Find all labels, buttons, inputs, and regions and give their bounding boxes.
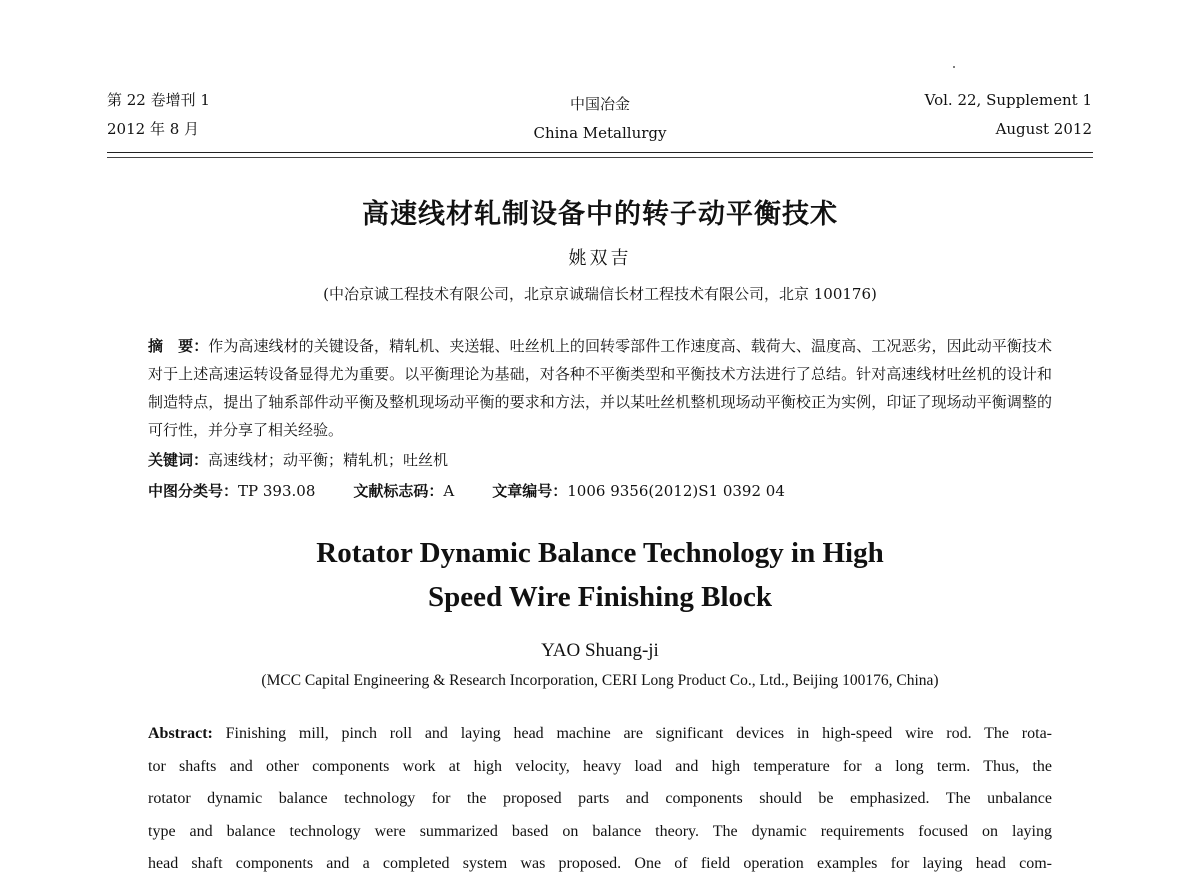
clc-value: TP 393.08 [238, 482, 316, 500]
keywords-cn-label: 关键词： [148, 451, 209, 469]
article-no-label: 文章编号： [492, 482, 568, 500]
journal-name-en: China Metallurgy [533, 124, 667, 142]
classification-line [148, 480, 785, 501]
article-no-value: 1006 9356(2012)S1 0392 04 [567, 482, 785, 500]
title-en-line1: Rotator Dynamic Balance Technology in High [316, 537, 884, 569]
title-en [0, 531, 1200, 619]
abstract-en-label: Abstract: [148, 725, 213, 742]
abstract-en [148, 718, 1052, 881]
affiliation-en: (MCC Capital Engineering & Research Incorporation, CERI Long Product Co., Ltd., Beijing 100176, China) [261, 672, 939, 689]
journal-name-cn: 中国冶金 [569, 95, 630, 113]
header-rule-thick [107, 152, 1093, 153]
abstract-en-line: rotator dynamic balance technology for the proposed parts and components should be emphasized. The unbalance [148, 790, 1052, 807]
author-en: YAO Shuang-ji [541, 640, 659, 661]
keywords-cn [148, 449, 448, 470]
issue-date-en: August 2012 [995, 120, 1092, 138]
abstract-cn-text: 作为高速线材的关键设备，精轧机、夹送辊、吐丝机上的回转零部件工作速度高、载荷大、温度高、工况恶劣，因此动平衡技术对于上述高速运转设备显得尤为重要。以平衡理论为基础，对各种不平衡类型和平衡技术方法进行了总结。针对高速线材吐丝机的设计和制造特点，提出了轴系部件动平衡及整机现场动平衡的要求和方法，并以某吐丝机整机现场动平衡校正为实例，印证了现场动平衡调整的可行性，并分享了相关经验。 [148, 337, 1052, 439]
journal-name [450, 90, 750, 148]
doc-code-value: A [443, 482, 455, 500]
volume-issue: 第 22 卷增刊 1 [107, 91, 210, 109]
header-left [107, 86, 210, 144]
issue-date-cn: 2012 年 8 月 [107, 120, 200, 138]
title-cn: 高速线材轧制设备中的转子动平衡技术 [362, 199, 838, 230]
abstract-cn [148, 332, 1052, 444]
volume-supplement-en: Vol. 22, Supplement 1 [924, 91, 1092, 109]
header-right [925, 86, 1092, 144]
abstract-cn-label: 摘 要： [148, 337, 209, 355]
abstract-en-text: Finishing mill, pinch roll and laying head machine are significant devices in high-speed wire rod. The rota- [212, 725, 1052, 742]
abstract-en-line [148, 718, 1052, 751]
abstract-en-line: type and balance technology were summarized based on balance theory. The dynamic requirements focused on laying [148, 822, 1052, 840]
abstract-en-line: head shaft components and a completed system was proposed. One of field operation examples for laying head com- [148, 855, 1052, 872]
title-en-line2: Speed Wire Finishing Block [427, 581, 773, 613]
author-cn: 姚双吉 [568, 248, 632, 269]
clc-label: 中图分类号： [148, 482, 239, 500]
affiliation-cn: (中冶京诚工程技术有限公司，北京京诚瑞信长材工程技术有限公司，北京 100176) [323, 285, 877, 303]
abstract-en-line: tor shafts and other components work at high velocity, heavy load and high temperature for a long term. Thus, the [148, 757, 1052, 775]
doc-code-label: 文献标志码： [353, 482, 444, 500]
keywords-cn-text: 高速线材；动平衡；精轧机；吐丝机 [208, 451, 449, 469]
header-rule-thin [107, 157, 1093, 158]
scan-speck [953, 66, 955, 68]
